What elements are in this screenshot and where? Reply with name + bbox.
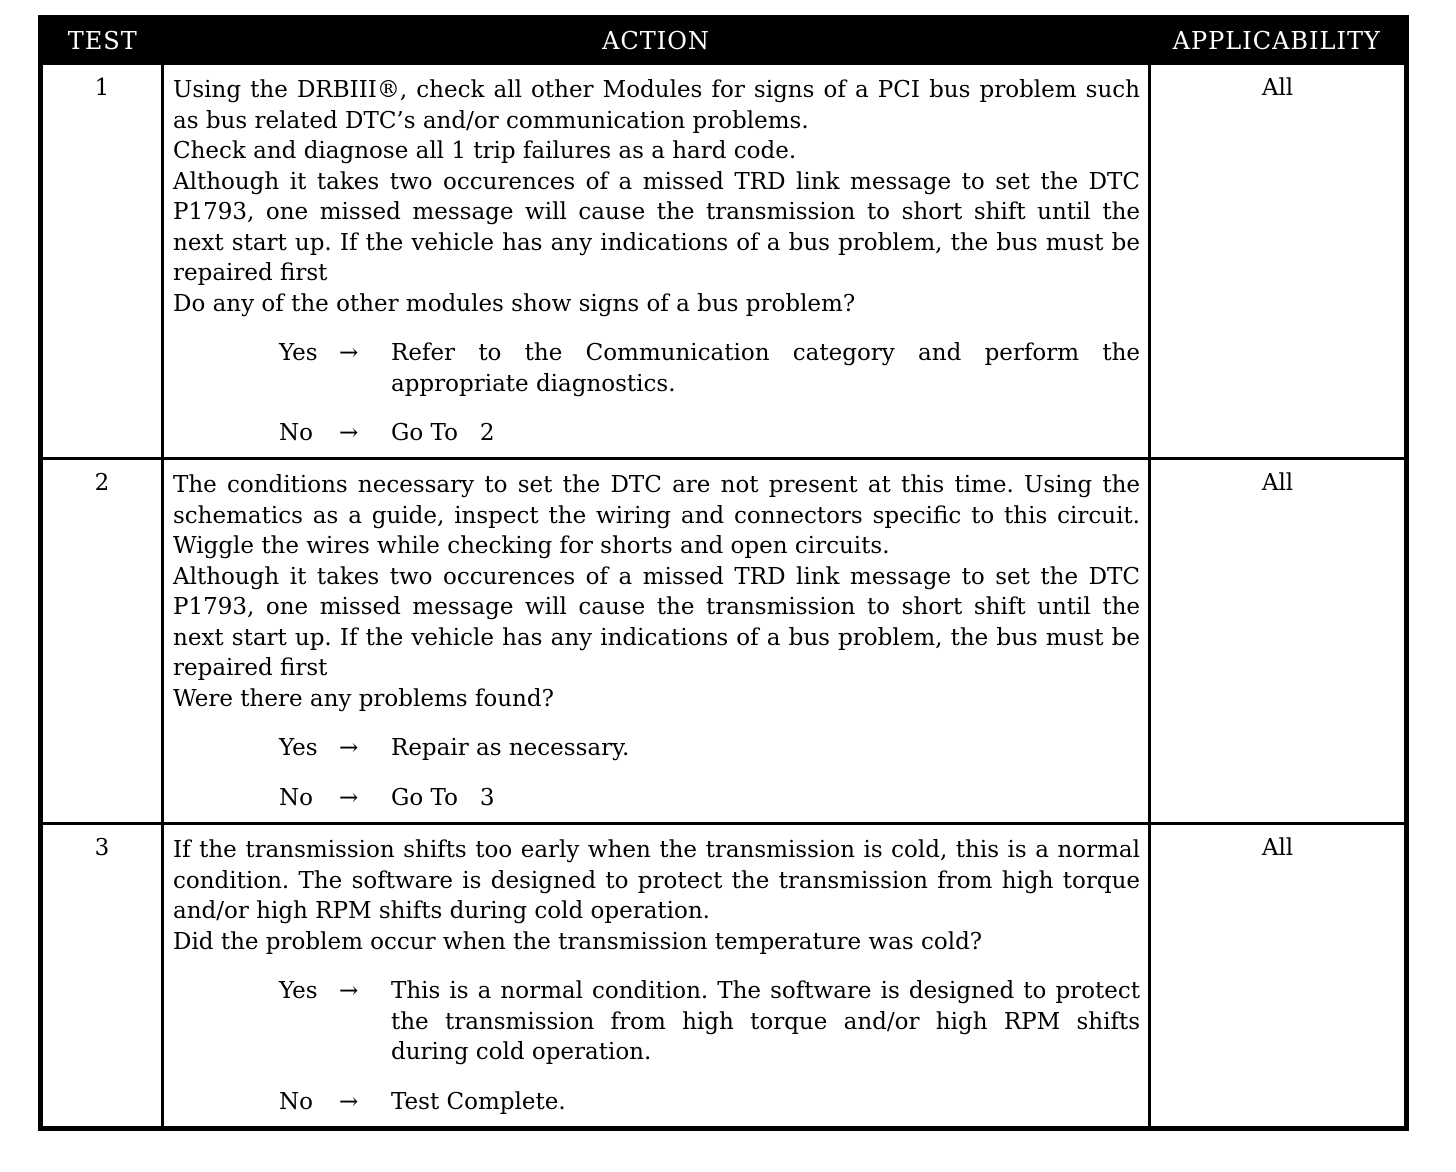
applicability-value: All (1150, 459, 1407, 824)
table-row (41, 64, 1407, 459)
no-option (173, 418, 1140, 449)
test-number: 3 (41, 824, 163, 1129)
action-paragraph: Although it takes two occurences of a missed TRD link message to set the DTC P1793, one missed message will cause the transmission to short shift until the next start up. If the vehicle has any indications of a bus problem, the bus must be repaired first (173, 168, 1140, 286)
no-text: Go To 3 (391, 784, 495, 811)
test-number: 1 (41, 64, 163, 459)
test-number: 2 (41, 459, 163, 824)
action-question: Did the problem occur when the transmission temperature was cold? (173, 928, 983, 955)
action-question: Do any of the other modules show signs of a bus problem? (173, 290, 856, 317)
yes-option (173, 733, 1140, 764)
action-question: Were there any problems found? (173, 685, 554, 712)
yes-text: Refer to the Communication category and perform the appropriate diagnostics. (391, 340, 1140, 397)
yes-label: Yes (279, 735, 318, 761)
header-row (41, 18, 1407, 64)
arrow-icon: → (339, 784, 359, 811)
diagnostic-table (38, 15, 1409, 1131)
no-label: No (279, 784, 313, 811)
arrow-icon: → (339, 978, 359, 1004)
no-text: Test Complete. (391, 1088, 566, 1115)
table-row (41, 459, 1407, 824)
no-option (173, 1087, 1140, 1118)
arrow-icon: → (339, 340, 359, 366)
no-option (173, 783, 1140, 814)
action-paragraph: Using the DRBIII®, check all other Modules for signs of a PCI bus problem such as bus related DTC’s and/or communication problems. (173, 77, 1140, 134)
yes-text: Repair as necessary. (391, 735, 630, 761)
action-paragraph: Although it takes two occurences of a missed TRD link message to set the DTC P1793, one missed message will cause the transmission to short shift until the next start up. If the vehicle has any indications of a bus problem, the bus must be repaired first (173, 563, 1140, 681)
yes-option (173, 338, 1140, 399)
yes-option (173, 976, 1140, 1068)
no-text: Go To 2 (391, 420, 495, 446)
diagnostic-page (38, 15, 1404, 1128)
yes-label: Yes (279, 340, 318, 366)
yes-text: This is a normal condition. The software is designed to protect the transmission from high torque and/or high RPM shifts during cold operation. (391, 978, 1140, 1065)
header-test: TEST (41, 18, 163, 64)
no-label: No (279, 1088, 313, 1115)
arrow-icon: → (339, 735, 359, 761)
applicability-value: All (1150, 64, 1407, 459)
action-cell (163, 459, 1150, 824)
no-label: No (279, 420, 313, 446)
table-row (41, 824, 1407, 1129)
action-cell (163, 64, 1150, 459)
action-paragraph: If the transmission shifts too early when the transmission is cold, this is a normal condition. The software is designed to protect the transmission from high torque and/or high RPM shifts during cold operation. (173, 837, 1140, 924)
applicability-value: All (1150, 824, 1407, 1129)
header-applicability: APPLICABILITY (1150, 18, 1407, 64)
action-paragraph: The conditions necessary to set the DTC are not present at this time. Using the schematics as a guide, inspect the wiring and connectors specific to this circuit. Wiggle the wires while checking for shorts and open circuits. (173, 472, 1140, 559)
action-paragraph: Check and diagnose all 1 trip failures as a hard code. (173, 138, 797, 164)
arrow-icon: → (339, 1088, 359, 1115)
arrow-icon: → (339, 420, 359, 446)
yes-label: Yes (279, 978, 318, 1004)
action-cell (163, 824, 1150, 1129)
header-action: ACTION (163, 18, 1150, 64)
